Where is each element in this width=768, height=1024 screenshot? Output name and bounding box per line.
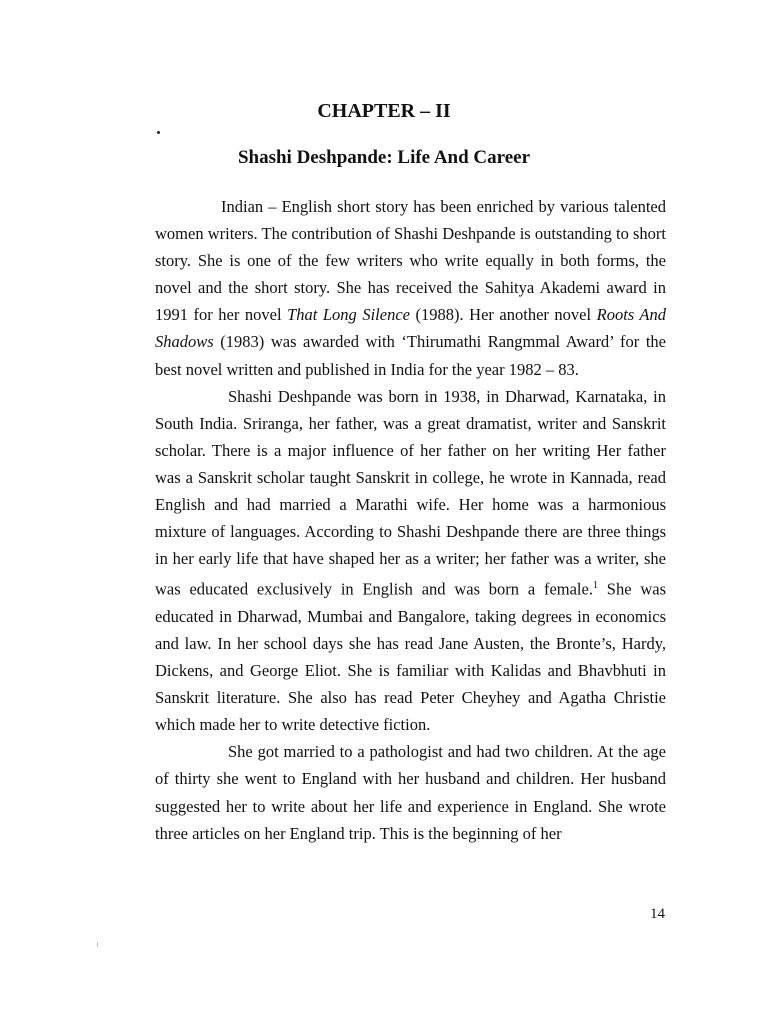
novel-title-roots-and-shadows: Roots And Shadows: [155, 305, 667, 352]
novel-title-that-long-silence: That Long Silence: [287, 305, 410, 325]
page-number: 14: [650, 906, 665, 922]
paragraph-2-text-a: Shashi Deshpande was born in 1938, in Dharwad, Karnataka, in South India. Sriranga, her father, was a great dramatist, writer and Sanskrit scholar. There is a major influence of her father on her writing Her father was a Sanskrit scholar taught Sanskrit in college, he wrote in Kannada, read English and had married a Marathi wife. Her home was a harmonious mixture of languages. According to Shashi Deshpande there are three things in her early life that have shaped her as a writer; her father was a writer, she was educated exclusively in English and was born a female.: [155, 386, 666, 599]
chapter-title: Shashi Deshpande: Life And Career: [237, 147, 531, 168]
footnote-marker: 1: [592, 580, 598, 592]
chapter-heading: CHAPTER – II: [317, 100, 451, 122]
paragraph-1-text-c: (1983) was awarded with ‘Thirumathi Rangmmal Award’ for the best novel written and published in India for the year 1982 – 83.: [155, 332, 666, 379]
paragraph-2: [155, 383, 666, 739]
paragraph-1-text-b: (1988). Her another novel: [409, 305, 597, 325]
paragraph-1: [155, 193, 666, 383]
body-text: [155, 193, 666, 847]
paragraph-3: She got married to a pathologist and had two children. At the age of thirty she went to England with her husband and children. Her husband suggested her to write about her life and experience in England. She wrote three articles on her England trip. This is the beginning of her: [155, 742, 666, 843]
scan-speck: [97, 942, 98, 947]
stray-mark: [157, 131, 160, 134]
paragraph-2-text-b: She was educated in Dharwad, Mumbai and Bangalore, taking degrees in economics and law. In her school days she has read Jane Austen, the Bronte’s, Hardy, Dickens, and George Eliot. She is familiar with Kalidas and Bhavbhuti in Sanskrit literature. She also has read Peter Cheyhey and Agatha Christie which made her to write detective fiction.: [155, 579, 666, 735]
paragraph-1-text-a: Indian – English short story has been enriched by various talented women writers. The contribution of Shashi Deshpande is outstanding to short story. She is one of the few writers who write equally in both forms, the novel and the short story. She has received the Sahitya Akademi award in 1991 for her novel: [155, 197, 666, 325]
